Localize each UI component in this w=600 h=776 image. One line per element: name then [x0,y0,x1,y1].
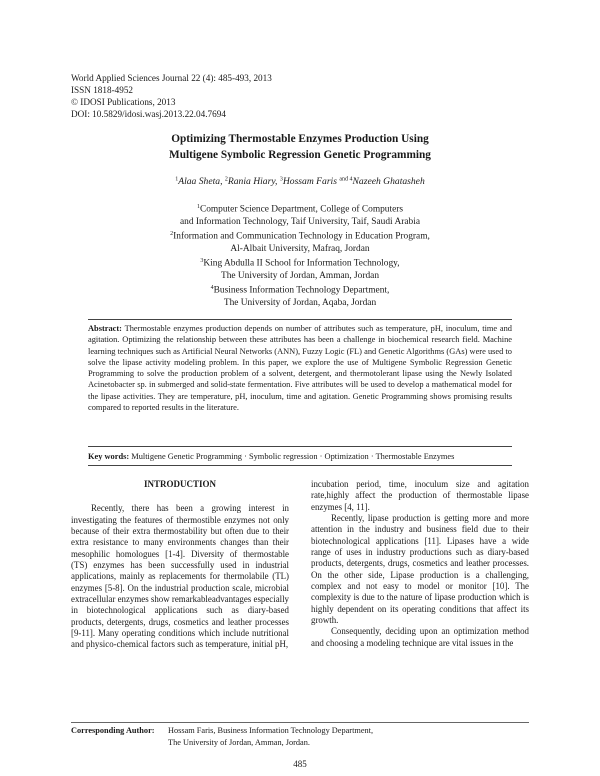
author-2-sup: 2 [224,176,228,183]
affiliation-2-line-1: Information and Communication Technology in Education Program, [173,231,430,242]
title-line-2: Multigene Symbolic Regression Genetic Programming [169,148,431,161]
author-4-sup: and 4 [339,176,353,183]
abstract-top-rule [88,319,512,320]
abstract-label: Abstract: [88,324,122,333]
keywords-text: Multigene Genetic Programming · Symbolic regression · Optimization · Thermostable Enzymes [131,452,455,461]
intro-paragraph-3: Recently, lipase production is getting more and more attention in the industry and business field due to their biotechnological applications [11]. Lipases have a wide range of uses in industry productions such as diary-based products, detergents, drugs, cosmetics and leather processes. On the other side, Lipase production is a challenging, complex and not easy to model or monitor [10]. The complexity is due to the nature of lipase production which is highly dependent on its operating conditions that affect its growth. [311,513,529,626]
affiliations [0,201,600,309]
abstract-text: Thermostable enzymes production depends on number of attributes such as temperature, pH, inoculum, time and agitation. Optimizing the relationship between these attributes has been a challenge in biochemical research field. Machine learning techniques such as Artificial Neural Networks (ANN), Fuzzy Logic (FL) and Genetic Algorithms (GAs) were used to solve the lipase activity modeling problem. In this paper, we explore the use of Multigene Symbolic Regression Genetic Programming to solve the production problem of a solvent, detergent, and thermotolerant lipase using the Newly Isolated Acinetobacter sp. in submerged and solid-state fermentation. Five attributes will be used to develop a mathematical model for the lipase activities. They are temperature, pH, inoculum, time and agitation. Genetic Programming shows promising results compared to reported results in the literature. [88,324,512,413]
affiliation-4-line-2: The University of Jordan, Aqaba, Jordan [223,298,377,309]
intro-paragraph-1: Recently, there has been a growing interest in investigating the features of thermostible enzymes not only because of their extra thermostability but often due to their extra resistance to many environments changes than their mesophilic homologues [1-4]. Diversity of thermostable (TS) enzymes has been successfully used in industrial applications, mainly as replacements for thermolabile (TL) enzymes [5-8]. On the industrial production scale, microbial extracellular enzymes show remarkableadvantages especially in biotechnological applications such as diary-based products, detergents, drugs, cosmetics and leather processes [9-11]. Many operating conditions which include nutritional and physico-chemical factors such as temperature, initial pH, [71,503,289,650]
left-column [71,479,289,651]
keywords-label: Key words: [88,452,130,461]
footnote-line-1: Hossam Faris, Business Information Technology Department, [168,726,374,735]
affiliation-1-line-1: Computer Science Department, College of Computers [199,204,404,215]
right-column [311,479,529,649]
affiliation-2-line-2: Al-Albait University, Mafraq, Jordan [230,243,370,254]
affiliation-2-sup: 2 [170,231,174,238]
affiliation-4-line-1: Business Information Technology Department, [213,285,390,296]
affiliation-3-sup: 3 [200,258,204,265]
affiliation-3-line-2: The University of Jordan, Amman, Jordan [220,270,380,281]
footnote-line-2: The University of Jordan, Amman, Jordan. [168,738,310,747]
affiliation-1 [0,201,600,216]
page-number: 485 [293,759,307,769]
corresponding-author-footnote [71,725,373,749]
journal-citation: World Applied Sciences Journal 22 (4): 485-493, 2013 [71,73,272,83]
author-1-sup: 1 [175,176,179,183]
paper-title [0,132,600,163]
author-2: Rania Hiary, [227,176,280,187]
affiliation-1-sup: 1 [196,204,200,210]
author-1: Alaa Sheta, [178,176,225,187]
intro-paragraph-4: Consequently, deciding upon an optimization method and choosing a modeling technique are vital issues in the [311,626,529,648]
introduction-heading: INTRODUCTION [143,479,216,489]
affiliation-3-line-1: King Abdulla II School for Information Technology, [203,258,400,269]
author-4: Nazeeh Ghatasheh [352,176,425,187]
author-3-sup: 3 [279,176,283,183]
issn: ISSN 1818-4952 [71,85,134,95]
doi: DOI: 10.5829/idosi.wasj.2013.22.04.7694 [71,109,226,119]
abstract-bottom-rule [88,446,512,447]
keywords [88,452,518,461]
copyright: © IDOSI Publications, 2013 [71,97,176,107]
author-3: Hossam Faris [282,176,340,187]
affiliation-4-sup: 4 [210,285,214,292]
abstract [88,323,512,413]
title-line-1: Optimizing Thermostable Enzymes Production Using [171,133,429,145]
affiliation-3 [0,255,600,270]
affiliation-1-line-2: and Information Technology, Taif University, Taif, Saudi Arabia [180,216,420,227]
footnote-label: Corresponding Author: [71,726,155,735]
keywords-rule [88,465,512,466]
journal-header [71,72,272,120]
author-list [0,176,600,187]
affiliation-4 [0,282,600,297]
intro-paragraph-2: incubation period, time, inoculum size and agitation rate,highly affect the production of thermostable lipase enzymes [4, 11]. [311,479,529,512]
affiliation-2 [0,228,600,243]
footnote-rule [71,722,529,723]
